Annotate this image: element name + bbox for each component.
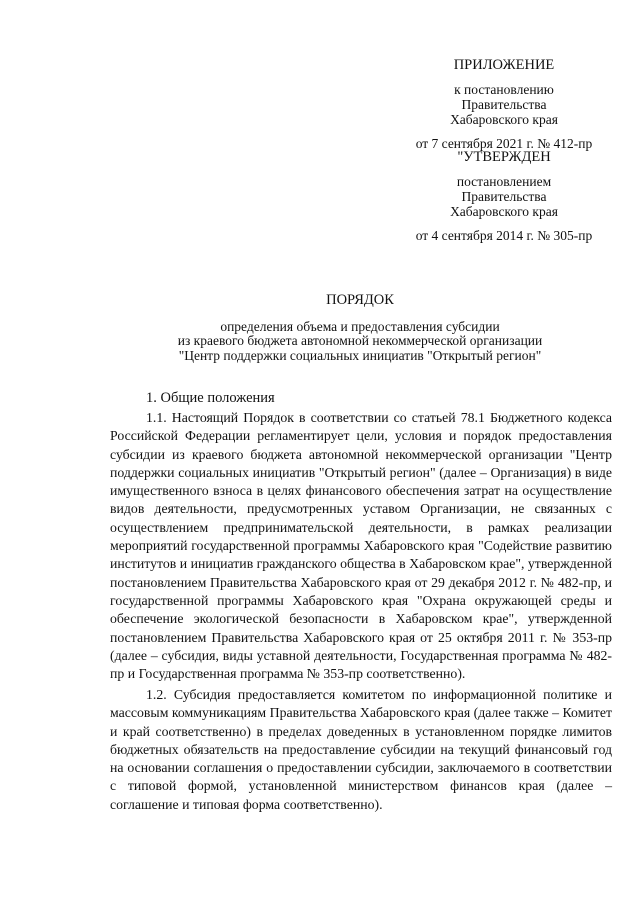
document-title: ПОРЯДОК <box>326 292 394 308</box>
paragraph-text: 1.2. Субсидия предоставляется комитетом по информационной политике и массовым коммуникациям Правительства Хабаровского края (далее также – Комитет и край соответственно) в пределах доведенных в установленном порядке лимитов бюджетных обязательств на предоставление субсидии на текущий финансовый год на основании соглашения о предоставлении субсидии, заключаемого в соответствии с типовой формой, установленной министерством финансов края (далее – соглашение и типовая форма соответственно). <box>110 687 612 812</box>
document-title-block <box>100 293 620 363</box>
approved-block <box>380 150 628 243</box>
paragraph-text: 1.1. Настоящий Порядок в соответствии со статьей 78.1 Бюджетного кодекса Российской Федерации регламентирует цели, условия и порядок предоставления субсидии из краевого бюджета автономной некоммерческой организации "Центр поддержки социальных инициатив "Открытый регион" (далее – Организация) в виде имущественного взноса в целях финансового обеспечения затрат на осуществление видов деятельности, предусмотренных уставом Организации, не связанных с осуществлением предпринимательской деятельности, в рамках реализации мероприятий государственной программы Хабаровского края "Содействие развитию институтов и инициатив гражданского общества в Хабаровском крае", утвержденной постановлением Правительства Хабаровского края от 29 декабря 2012 г. № 482-пр, и государственной программы Хабаровского края "Охрана окружающей среды и обеспечение экологической безопасности в Хабаровском крае", утвержденной постановлением Правительства Хабаровского края от 25 октября 2011 г. № 353-пр (далее – субсидия, виды уставной деятельности, Государственная программа № 482-пр и Государственная программа № 353-пр соответственно). <box>110 410 613 682</box>
approved-date: от 4 сентября 2014 г. № 305-пр <box>415 228 593 243</box>
approved-heading: "УТВЕРЖДЕН <box>457 149 551 165</box>
title-subline: "Центр поддержки социальных инициатив "Открытый регион" <box>178 347 542 363</box>
approved-line: постановлением <box>456 174 552 189</box>
paragraph-1-2 <box>110 686 612 814</box>
appendix-line: Хабаровского края <box>450 112 558 127</box>
approved-line: Хабаровского края <box>450 204 558 219</box>
paragraph-1-1 <box>110 409 612 683</box>
appendix-line: Правительства <box>461 97 547 112</box>
appendix-date: от 7 сентября 2021 г. № 412-пр <box>415 136 593 151</box>
appendix-block <box>380 58 628 151</box>
appendix-heading: ПРИЛОЖЕНИЕ <box>453 57 555 73</box>
approved-line: Правительства <box>461 189 547 204</box>
title-subline: из краевого бюджета автономной некоммерческой организации <box>177 333 543 348</box>
title-subline: определения объема и предоставления субсидии <box>220 318 500 334</box>
appendix-line: к постановлению <box>454 82 554 97</box>
section-heading: 1. Общие положения <box>146 390 275 406</box>
